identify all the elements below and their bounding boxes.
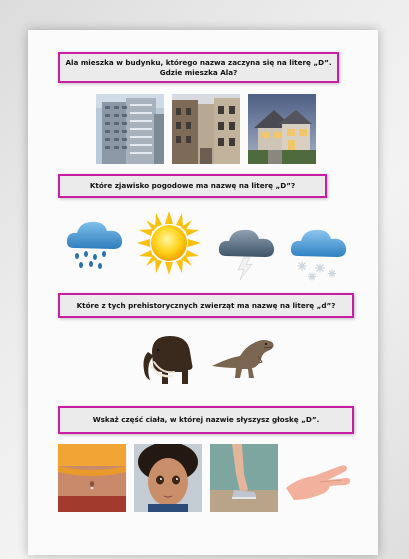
- rain-cloud-icon[interactable]: [64, 214, 126, 272]
- child-face-photo[interactable]: [134, 444, 202, 512]
- question-3-text: Które z tych prehistorycznych zwierząt ma nazwę na literę „d”?: [76, 300, 336, 310]
- old-townhouses-photo[interactable]: [172, 94, 240, 164]
- dinosaur-icon[interactable]: [210, 332, 278, 382]
- apartment-block-photo[interactable]: [96, 94, 164, 164]
- question-2-box: [58, 174, 327, 198]
- question-1-box: [58, 52, 339, 83]
- question-4-box: [58, 406, 354, 434]
- question-4-text: Wskaż część ciała, w której nazwie słyszysz głoskę „D”.: [92, 415, 320, 425]
- sun-icon[interactable]: [136, 210, 202, 276]
- worksheet-page: [28, 30, 378, 555]
- leg-photo[interactable]: [210, 444, 278, 512]
- question-3-box: [58, 293, 354, 318]
- mammoth-icon[interactable]: [138, 330, 204, 390]
- detached-house-photo[interactable]: [248, 94, 316, 164]
- belly-photo[interactable]: [58, 444, 126, 512]
- question-2-text: Które zjawisko pogodowe ma nazwę na literę „D”?: [89, 181, 296, 191]
- question-1-text: Ala mieszka w budynku, którego nazwa zaczyna się na literę „D”. Gdzie mieszka Ala?: [65, 57, 332, 77]
- snow-cloud-icon[interactable]: [288, 226, 350, 284]
- hand-photo[interactable]: [284, 452, 354, 508]
- storm-cloud-icon[interactable]: [216, 226, 278, 280]
